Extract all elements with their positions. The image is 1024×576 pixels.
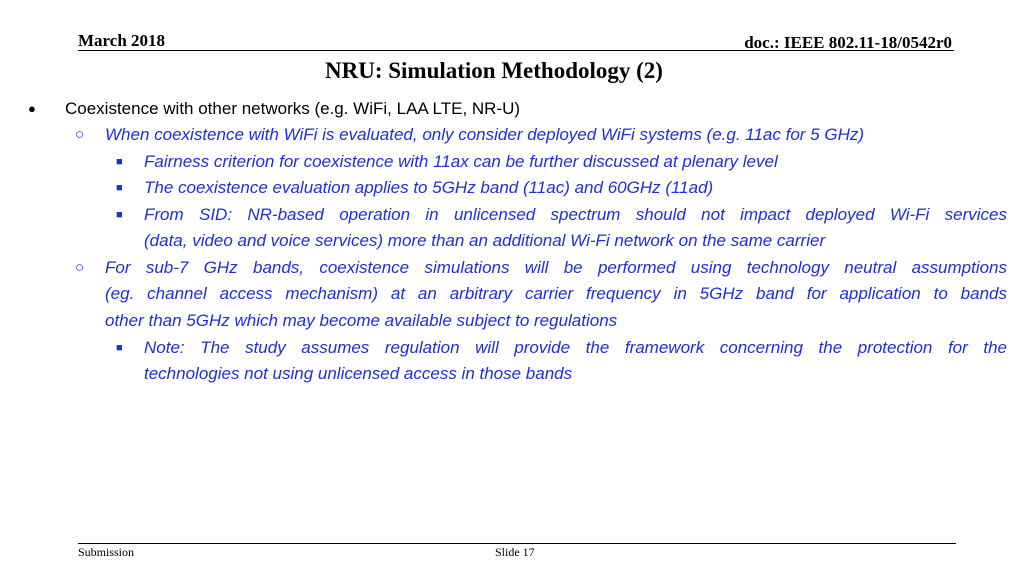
sub-sub-bullet-text-line1: From SID: NR-based operation in unlicensed spectrum should not impact deployed Wi-Fi services [144, 205, 1007, 224]
sub-sub-bullet-marker: ■ [116, 342, 123, 354]
footer-submission: Submission [78, 545, 135, 559]
footer-slide-number: Slide 17 [495, 545, 535, 559]
sub-sub-bullet-text: Fairness criterion for coexistence with 11ax can be further discussed at plenary level [144, 152, 778, 171]
slide-title: NRU: Simulation Methodology (2) [325, 58, 663, 83]
sub-sub-bullet-text-line1: Note: The study assumes regulation will provide the framework concerning the protection for the [144, 338, 1007, 357]
header-doc-id: doc.: IEEE 802.11-18/0542r0 [744, 33, 952, 52]
sub-sub-bullet-marker: ■ [116, 209, 123, 221]
sub-bullet-marker: ○ [75, 259, 85, 276]
sub-sub-bullet-text: The coexistence evaluation applies to 5GHz band (11ac) and 60GHz (11ad) [144, 178, 714, 197]
sub-bullet-text-line2: (eg. channel access mechanism) at an arbitrary carrier frequency in 5GHz band for application to bands [105, 284, 1007, 303]
footer-divider [78, 543, 956, 544]
sub-bullet-text: When coexistence with WiFi is evaluated, only consider deployed WiFi systems (e.g. 11ac for 5 GHz) [105, 125, 865, 144]
sub-bullet-text-line3: other than 5GHz which may become available subject to regulations [105, 311, 618, 330]
sub-sub-bullet-marker: ■ [116, 156, 123, 168]
sub-bullet-marker: ○ [75, 126, 85, 143]
header-divider [78, 50, 954, 51]
sub-sub-bullet-text-line2: (data, video and voice services) more than an additional Wi-Fi network on the same carrier [144, 231, 826, 250]
bullet-marker: ● [28, 101, 36, 116]
bullet-text: Coexistence with other networks (e.g. WiFi, LAA LTE, NR-U) [65, 99, 521, 118]
sub-sub-bullet-text-line2: technologies not using unlicensed access in those bands [144, 364, 573, 383]
sub-bullet-text-line1: For sub-7 GHz bands, coexistence simulations will be performed using technology neutral assumptions [105, 258, 1007, 277]
sub-sub-bullet-marker: ■ [116, 182, 123, 194]
header-date: March 2018 [78, 31, 166, 50]
